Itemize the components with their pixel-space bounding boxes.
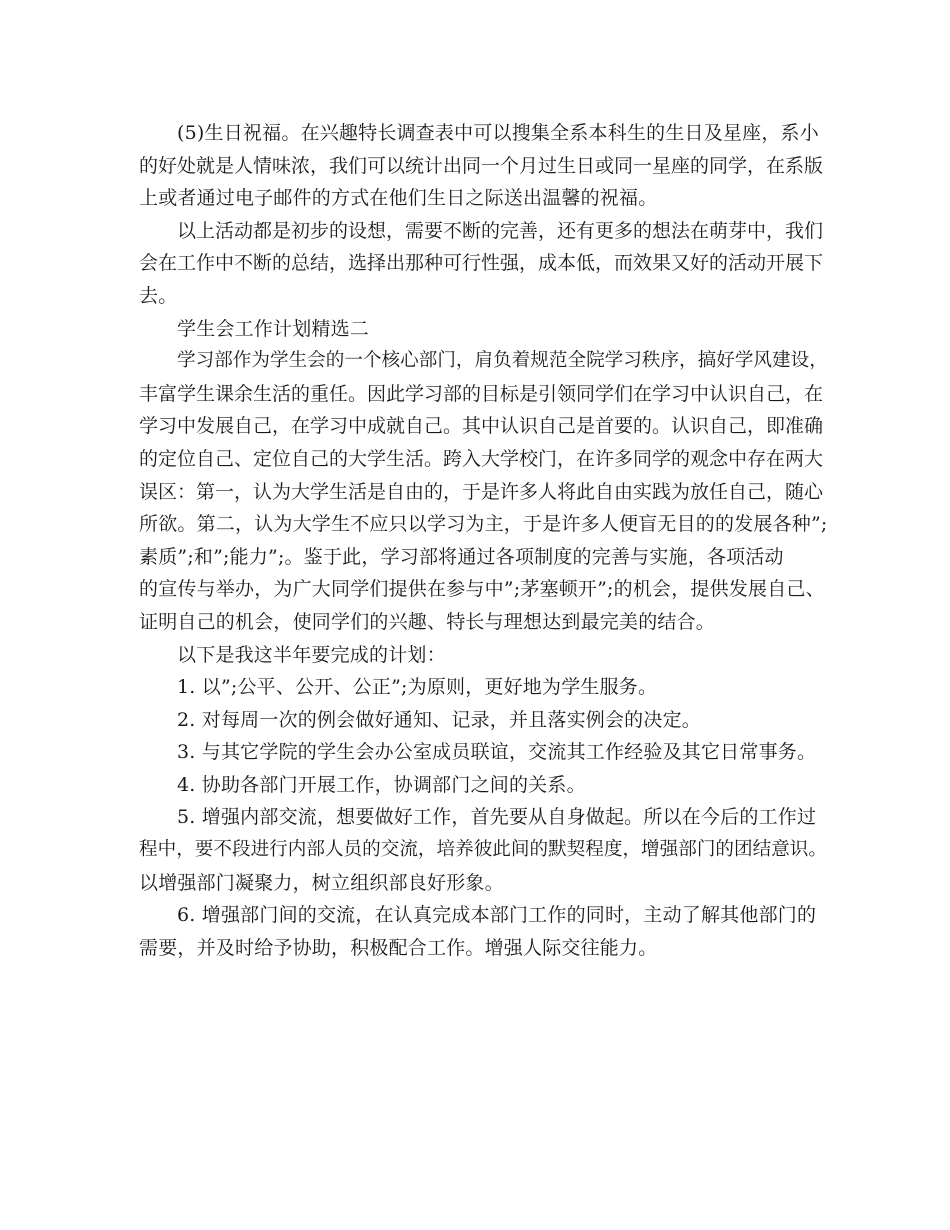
- text-line: 的宣传与举办，为广大同学们提供在参与中”;茅塞顿开”;的机会，提供发展自己、: [139, 578, 825, 601]
- text-line: 素质”;和”;能力”;。鉴于此，学习部将通过各项制度的完善与实施，各项活动: [139, 545, 784, 568]
- text-line: 以上活动都是初步的设想，需要不断的完善，还有更多的想法在萌芽中，我们: [177, 219, 824, 242]
- text-line: 会在工作中不断的总结，选择出那种可行性强，成本低，而效果又好的活动开展下: [139, 252, 824, 275]
- text-line: 1. 以”;公平、公开、公正”;为原则，更好地为学生服务。: [177, 676, 658, 699]
- text-line: 程中，要不段进行内部人员的交流，培养彼此间的默契程度，增强部门的团结意识。: [139, 839, 827, 861]
- text-line: 需要，并及时给予协助，积极配合工作。增强人际交往能力。: [139, 936, 658, 959]
- text-line: 学习部作为学生会的一个核心部门，肩负着规范全院学习秩序，搞好学风建设，: [177, 350, 828, 372]
- text-line: 4. 协助各部门开展工作，协调部门之间的关系。: [177, 773, 586, 796]
- text-line: 2. 对每周一次的例会做好通知、记录，并且落实例会的决定。: [177, 708, 701, 731]
- document-body: [139, 117, 829, 964]
- text-line: 5. 增强内部交流，想要做好工作，首先要从自身做起。所以在今后的工作过: [177, 806, 817, 829]
- text-line: 丰富学生课余生活的重任。因此学习部的目标是引领同学们在学习中认识自己，在: [139, 382, 824, 405]
- text-line: 去。: [139, 284, 178, 307]
- text-line: 所欲。第二，认为大学生不应只以学习为主，于是许多人便盲无目的的发展各种”;: [139, 513, 828, 536]
- text-line: 6. 增强部门间的交流，在认真完成本部门工作的同时，主动了解其他部门的: [177, 904, 817, 927]
- text-line: (5)生日祝福。在兴趣特长调查表中可以搜集全系本科生的生日及星座，系小: [177, 122, 819, 144]
- text-line: 上或者通过电子邮件的方式在他们生日之际送出温馨的祝福。: [139, 187, 658, 210]
- text-line: 以下是我这半年要完成的计划：: [177, 643, 446, 666]
- text-line: 的好处就是人情味浓，我们可以统计出同一个月过生日或同一星座的同学，在系版: [139, 154, 824, 177]
- text-line: 误区：第一，认为大学生活是自由的，于是许多人将此自由实践为放任自己，随心: [139, 480, 824, 503]
- text-line: 学习中发展自己，在学习中成就自己。其中认识自己是首要的。认识自己，即准确: [139, 415, 824, 438]
- text-line: 以增强部门凝聚力，树立组织部良好形象。: [139, 871, 504, 894]
- text-line: 3. 与其它学院的学生会办公室成员联谊，交流其工作经验及其它日常事务。: [177, 741, 817, 764]
- text-line: 的定位自己、定位自己的大学生活。跨入大学校门，在许多同学的观念中存在两大: [139, 447, 824, 470]
- text-line: 学生会工作计划精选二: [177, 317, 370, 340]
- text-line: 证明自己的机会，使同学们的兴趣、特长与理想达到最完美的结合。: [139, 610, 716, 633]
